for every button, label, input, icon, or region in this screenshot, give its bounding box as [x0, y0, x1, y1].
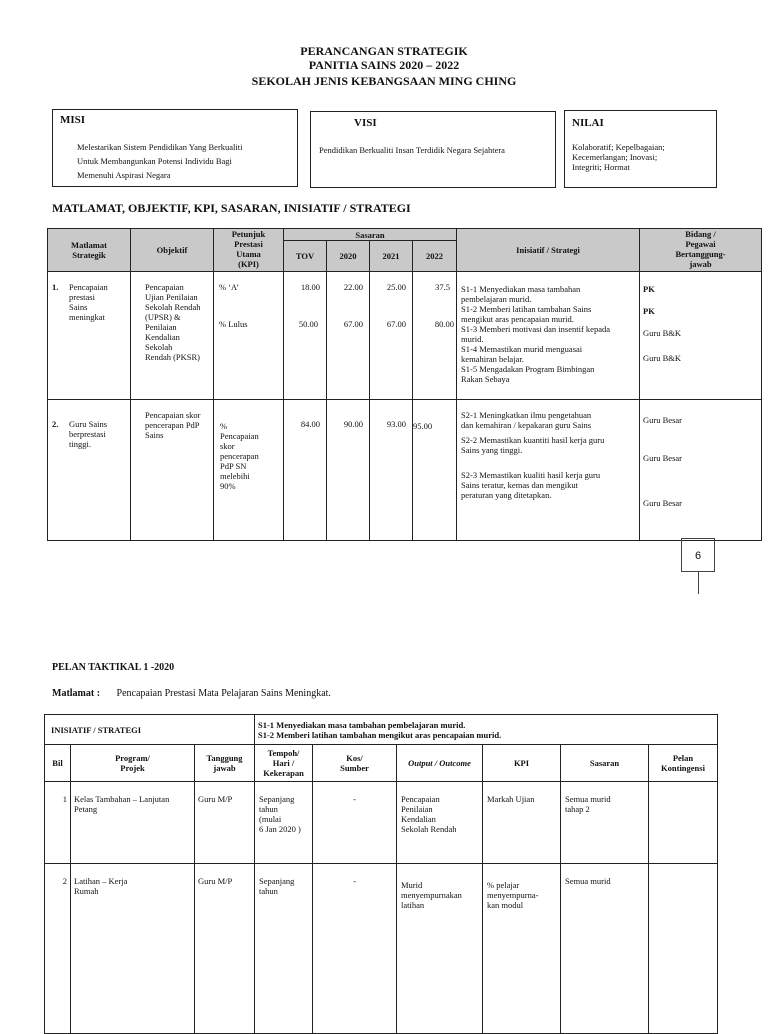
- t2-row1-tempoh: Sepanjang tahun (mulai 6 Jan 2020 ): [255, 782, 313, 864]
- header-2020: 2020: [327, 241, 370, 272]
- matlamat2-label: Matlamat :: [52, 688, 101, 699]
- row1-objektif: Pencapaian Ujian Penilaian Sekolah Rendah (UPSR) & Penilaian Kendalian Sekolah Rendah (PKSR): [131, 272, 214, 400]
- row1-2021-a: 25.00: [386, 282, 406, 292]
- t2-header-bil: Bil: [45, 745, 71, 782]
- row1-2020-cell: [327, 272, 370, 400]
- strategic-table: [47, 228, 762, 541]
- row1-tov-a: 18.00: [300, 282, 320, 292]
- table-row: [45, 782, 718, 864]
- header-tov: TOV: [284, 241, 327, 272]
- matlamat2-text: Pencapaian Prestasi Mata Pelajaran Sains Meningkat.: [116, 688, 331, 699]
- row1-matlamat-cell: [48, 272, 131, 400]
- t2-header-tempoh: Tempoh/ Hari / Kekerapan: [255, 745, 313, 782]
- t2-row2-sasaran: Semua murid: [561, 864, 649, 1034]
- table-row: [48, 272, 762, 400]
- t2-header-program: Program/ Projek: [71, 745, 195, 782]
- row1-tov-b: 50.00: [298, 319, 318, 329]
- row2-bidang-2: Guru Besar: [643, 453, 682, 463]
- page-number: 6: [681, 538, 715, 572]
- row2-inisiatif-1: S2-1 Meningkatkan ilmu pengetahuan dan kemahiran / kepakaran guru Sains: [461, 410, 592, 430]
- misi-line-1: Melestarikan Sistem Pendidikan Yang Berkualiti: [77, 142, 243, 152]
- visi-box: [310, 111, 556, 188]
- page-number-connector: [698, 572, 699, 594]
- row1-bidang-cell: [640, 272, 762, 400]
- header-matlamat: Matlamat Strategik: [48, 229, 131, 272]
- row1-2021-b: 67.00: [386, 319, 406, 329]
- t2-header-kos: Kos/ Sumber: [313, 745, 397, 782]
- row1-bidang-1: PK: [643, 284, 655, 294]
- misi-box: [52, 109, 298, 187]
- doc-title-line2: PANITIA SAINS 2020 – 2022: [308, 58, 460, 72]
- row2-objektif: Pencapaian skor pencerapan PdP Sains: [131, 400, 214, 541]
- table-row: [48, 400, 762, 541]
- t2-row1-program: Kelas Tambahan – Lanjutan Petang: [71, 782, 195, 864]
- section1-title: MATLAMAT, OBJEKTIF, KPI, SASARAN, INISIATIF / STRATEGI: [52, 201, 411, 215]
- header-inisiatif: Inisiatif / Strategi: [457, 229, 640, 272]
- visi-text: Pendidikan Berkualiti Insan Terdidik Negara Sejahtera: [319, 145, 505, 155]
- row2-2021: 93.00: [370, 400, 413, 541]
- row2-matlamat: Guru Sains berprestasi tinggi.: [69, 419, 108, 449]
- row2-bidang-1: Guru Besar: [643, 415, 682, 425]
- t2-row1-kos: -: [313, 782, 397, 864]
- row1-kpi-b: % Lulus: [219, 319, 248, 329]
- row1-bidang-4: Guru B&K: [643, 353, 682, 363]
- t2-header-output: Output / Outcome: [397, 745, 483, 782]
- row1-2022-a: 37.5: [435, 282, 451, 292]
- table-row: [45, 864, 718, 1034]
- header-2021: 2021: [370, 241, 413, 272]
- t2-row2-tempoh: Sepanjang tahun: [255, 864, 313, 1034]
- doc-title-line1: PERANCANGAN STRATEGIK: [300, 44, 468, 58]
- t2-row2-kos: -: [313, 864, 397, 1034]
- header-kpi: Petunjuk Prestasi Utama (KPI): [214, 229, 284, 272]
- t2-row2-kpi: % pelajar menyempurna- kan modul: [483, 864, 561, 1034]
- t2-row2-pelan: [649, 864, 718, 1034]
- t2-header-sasaran: Sasaran: [561, 745, 649, 782]
- header-2022: 2022: [413, 241, 457, 272]
- inisiatif-text: S1-1 Menyediakan masa tambahan pembelajaran murid. S1-2 Memberi latihan tambahan mengikut aras pencapaian murid.: [255, 715, 718, 745]
- row2-inisiatif-2: S2-2 Memastikan kuantiti hasil kerja guru Sains yang tinggi.: [461, 435, 605, 455]
- t2-row2-output: Murid menyempurnakan latihan: [397, 864, 483, 1034]
- t2-header-pelan: Pelan Kontingensi: [649, 745, 718, 782]
- nilai-label: NILAI: [572, 117, 604, 129]
- row2-2020: 90.00: [327, 400, 370, 541]
- row1-kpi-cell: [214, 272, 284, 400]
- row1-no: 1.: [52, 282, 59, 292]
- row1-inisiatif: S1-1 Menyediakan masa tambahan pembelajaran murid. S1-2 Memberi latihan tambahan Sains mengikut aras pencapaian murid. S1-3 Memberi motivasi dan insentif kepada murid. S1-4 Memastikan murid menguasai kemahiran belajar. S1-5 Mengadakan Program Bimbingan Rakan Sebaya: [457, 272, 640, 400]
- inisiatif-label: INISIATIF / STRATEGI: [45, 715, 255, 745]
- misi-line-2: Untuk Membangunkan Potensi Individu Bagi: [77, 156, 232, 166]
- misi-label: MISI: [60, 114, 86, 126]
- t2-row1-pelan: [649, 782, 718, 864]
- t2-row1-tanggung: Guru M/P: [195, 782, 255, 864]
- row1-tov-cell: [284, 272, 327, 400]
- nilai-line-3: Integriti; Hormat: [572, 162, 630, 172]
- header-sasaran: Sasaran: [284, 229, 457, 241]
- row2-tov: 84.00: [284, 400, 327, 541]
- tactical-plan-table: [44, 714, 718, 1034]
- row1-2021-cell: [370, 272, 413, 400]
- row1-2022-cell: [413, 272, 457, 400]
- t2-row2-tanggung: Guru M/P: [195, 864, 255, 1034]
- row1-2020-b: 67.00: [343, 319, 363, 329]
- header-bidang: Bidang / Pegawai Bertanggung- jawab: [640, 229, 762, 272]
- row1-2020-a: 22.00: [343, 282, 363, 292]
- t2-header-kpi: KPI: [483, 745, 561, 782]
- row2-bidang-3: Guru Besar: [643, 498, 682, 508]
- visi-label: VISI: [354, 117, 377, 129]
- row2-no: 2.: [52, 419, 59, 429]
- nilai-line-1: Kolaboratif; Kepelbagaian;: [572, 142, 665, 152]
- row1-2022-b: 80.00: [434, 319, 455, 329]
- t2-row1-sasaran: Semua murid tahap 2: [561, 782, 649, 864]
- row1-bidang-2: PK: [643, 306, 655, 316]
- nilai-line-2: Kecemerlangan; Inovasi;: [572, 152, 658, 162]
- row2-kpi: % Pencapaian skor pencerapan PdP SN melebihi 90%: [214, 400, 284, 541]
- nilai-box: [564, 110, 717, 188]
- matlamat2-row: [52, 688, 331, 699]
- row1-kpi-a: % ‘A’: [219, 282, 240, 292]
- row2-matlamat-cell: [48, 400, 131, 541]
- row2-bidang-cell: [640, 400, 762, 541]
- row1-matlamat: Pencapaian prestasi Sains meningkat: [69, 282, 108, 322]
- row2-inisiatif-3: S2-3 Memastikan kualiti hasil kerja guru Sains teratur, kemas dan mengikut peraturan yang ditetapkan.: [461, 470, 601, 500]
- misi-line-3: Memenuhi Aspirasi Negara: [77, 170, 171, 180]
- t2-header-tanggung: Tanggung jawab: [195, 745, 255, 782]
- t2-row1-bil: 1: [45, 782, 71, 864]
- row1-bidang-3: Guru B&K: [643, 328, 682, 338]
- t2-row1-output: Pencapaian Penilaian Kendalian Sekolah Rendah: [397, 782, 483, 864]
- section2-title: PELAN TAKTIKAL 1 -2020: [52, 662, 175, 673]
- t2-row2-bil: 2: [45, 864, 71, 1034]
- row2-2022: 95.00: [413, 400, 457, 541]
- t2-row1-kpi: Markah Ujian: [483, 782, 561, 864]
- t2-row2-program: Latihan – Kerja Rumah: [71, 864, 195, 1034]
- row2-inisiatif-cell: [457, 400, 640, 541]
- doc-title-line3: SEKOLAH JENIS KEBANGSAAN MING CHING: [251, 74, 517, 88]
- header-objektif: Objektif: [131, 229, 214, 272]
